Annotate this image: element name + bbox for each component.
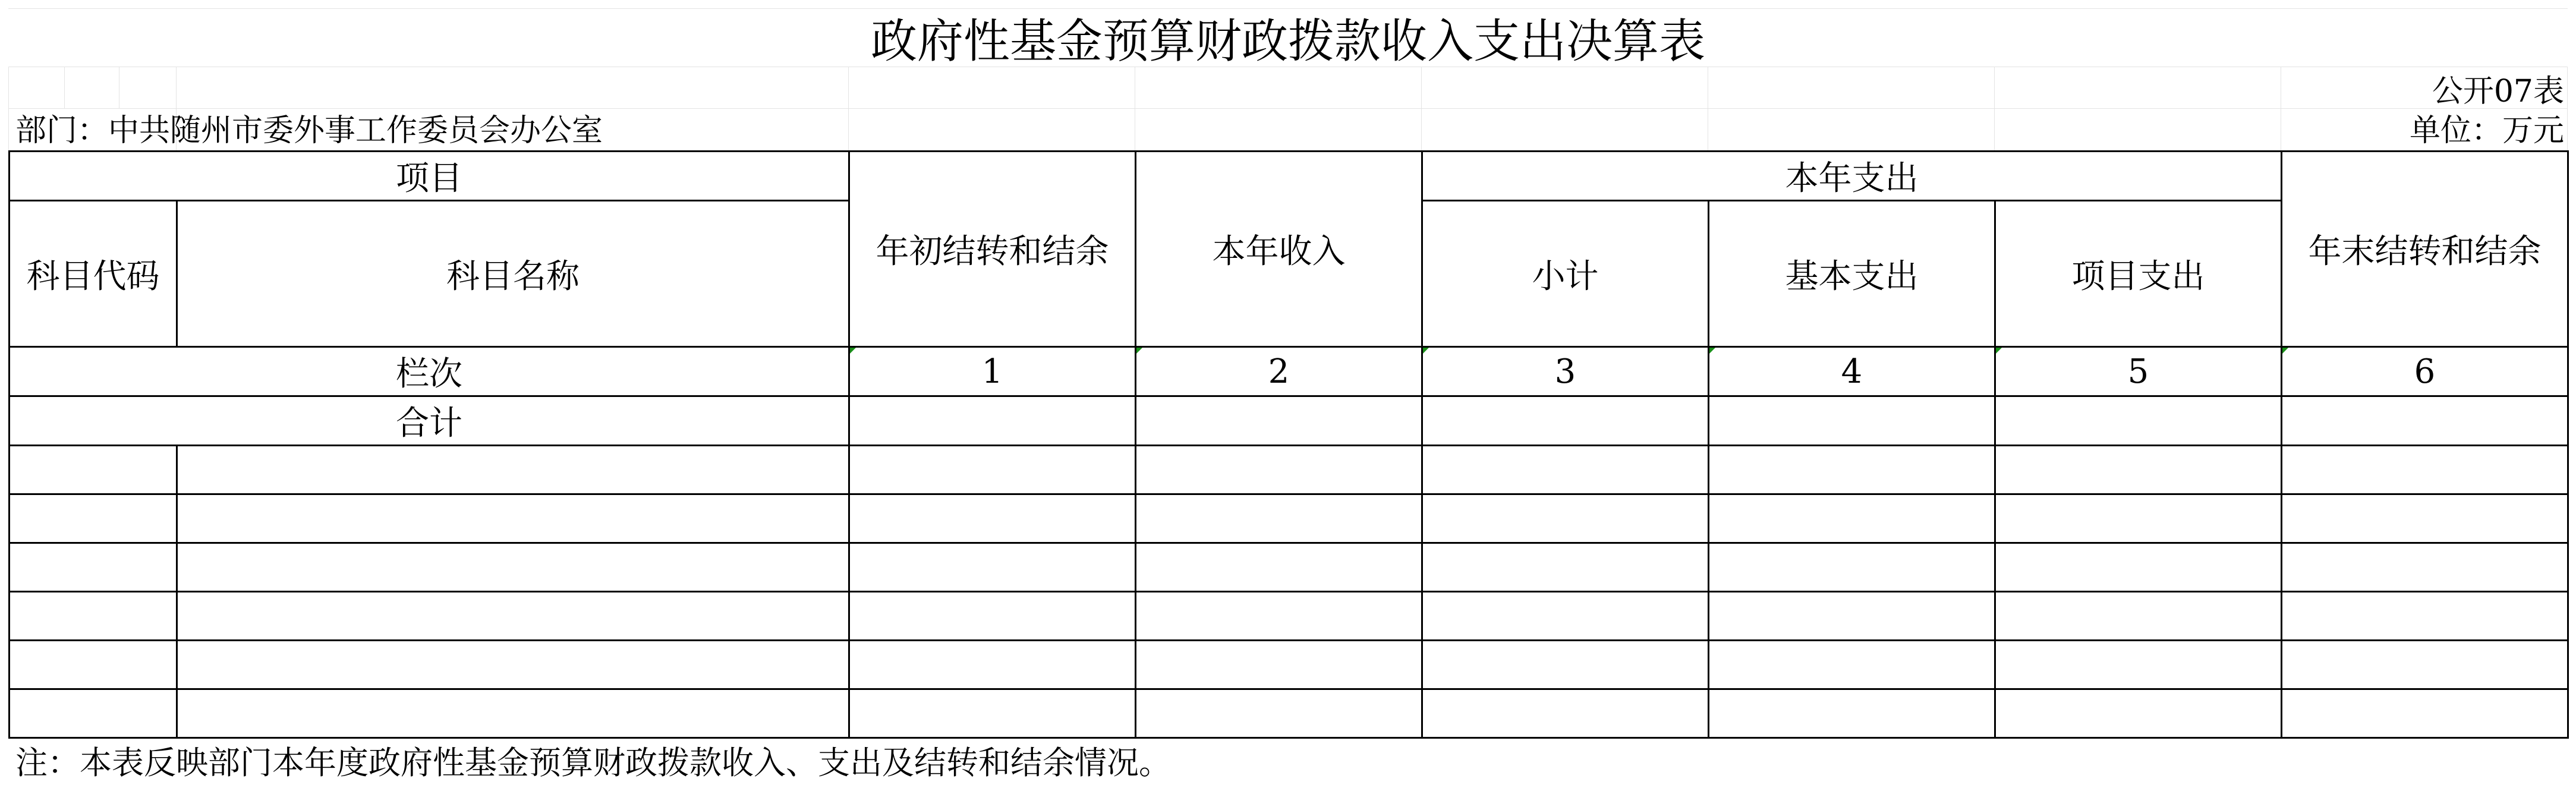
table-cell[interactable] <box>849 543 1136 592</box>
header-closing-balance: 年末结转和结余 <box>2282 152 2568 347</box>
table-row <box>10 689 2568 738</box>
total-row <box>10 396 2568 446</box>
sheet-gridline <box>848 67 849 150</box>
form-number: 公开07表 <box>2432 74 2564 109</box>
table-cell[interactable] <box>177 543 849 592</box>
column-number-cell[interactable]: 1 <box>849 347 1136 396</box>
table-cell[interactable] <box>10 689 177 738</box>
table-cell[interactable] <box>2282 494 2568 543</box>
table-cell[interactable] <box>849 641 1136 689</box>
table-cell[interactable] <box>1422 592 1709 641</box>
table-cell[interactable] <box>1995 446 2282 494</box>
table-cell[interactable] <box>1709 446 1995 494</box>
footnote: 注：本表反映部门本年度政府性基金预算财政拨款收入、支出及结转和结余情况。 <box>15 744 1171 781</box>
sheet-gridline <box>1994 67 1995 150</box>
table-cell[interactable] <box>177 494 849 543</box>
page-title: 政府性基金预算财政拨款收入支出决算表 <box>870 15 1705 68</box>
table-row <box>10 494 2568 543</box>
table-cell[interactable] <box>1995 592 2282 641</box>
column-number-row <box>10 347 2568 396</box>
table-cell[interactable] <box>1709 494 1995 543</box>
table-cell[interactable] <box>1709 689 1995 738</box>
column-number-cell[interactable]: 3 <box>1422 347 1709 396</box>
table-row <box>10 446 2568 494</box>
table-cell[interactable] <box>1136 543 1422 592</box>
table-cell[interactable] <box>1136 494 1422 543</box>
table-cell[interactable] <box>1995 396 2282 446</box>
table-cell[interactable] <box>1422 689 1709 738</box>
table-cell[interactable] <box>2282 641 2568 689</box>
table-cell[interactable] <box>10 446 177 494</box>
table-cell[interactable] <box>2282 396 2568 446</box>
table-cell[interactable] <box>849 396 1136 446</box>
table-cell[interactable] <box>849 689 1136 738</box>
table-cell[interactable] <box>1422 543 1709 592</box>
table-cell[interactable] <box>10 592 177 641</box>
table-cell[interactable] <box>2282 689 2568 738</box>
table-cell[interactable] <box>177 592 849 641</box>
table-cell[interactable] <box>849 592 1136 641</box>
table-cell[interactable] <box>2282 543 2568 592</box>
column-number-cell[interactable]: 5 <box>1995 347 2282 396</box>
table-cell[interactable] <box>1136 592 1422 641</box>
table-cell[interactable] <box>1136 446 1422 494</box>
table-cell[interactable] <box>1709 396 1995 446</box>
table-cell[interactable] <box>1995 543 2282 592</box>
table-row <box>10 592 2568 641</box>
table-cell[interactable] <box>1995 689 2282 738</box>
table-cell[interactable] <box>177 689 849 738</box>
table-cell[interactable] <box>1136 641 1422 689</box>
table-cell[interactable] <box>177 446 849 494</box>
header-opening-balance: 年初结转和结余 <box>849 152 1136 347</box>
table-cell[interactable] <box>1709 592 1995 641</box>
header-subject-name: 科目名称 <box>177 201 849 347</box>
table-cell[interactable] <box>1995 494 2282 543</box>
table-cell[interactable] <box>177 641 849 689</box>
table-cell[interactable] <box>849 446 1136 494</box>
sheet-gridline <box>1421 67 1422 150</box>
table-cell[interactable] <box>1422 641 1709 689</box>
table-cell[interactable] <box>2282 592 2568 641</box>
department-label: 部门：中共随州市委外事工作委员会办公室 <box>15 113 603 149</box>
table-cell[interactable] <box>1136 396 1422 446</box>
column-number-cell[interactable]: 6 <box>2282 347 2568 396</box>
table-cell[interactable] <box>1422 446 1709 494</box>
table-row <box>10 543 2568 592</box>
table-cell[interactable] <box>1422 396 1709 446</box>
table-cell[interactable] <box>10 543 177 592</box>
table-cell[interactable] <box>1136 689 1422 738</box>
header-project-expense: 项目支出 <box>1995 201 2282 347</box>
header-basic-expense: 基本支出 <box>1709 201 1995 347</box>
table-cell[interactable] <box>1422 494 1709 543</box>
sheet-gridline <box>8 67 9 150</box>
table-cell[interactable] <box>849 494 1136 543</box>
header-subject-code: 科目代码 <box>10 201 177 347</box>
sheet-gridline <box>8 108 2568 109</box>
table-cell[interactable] <box>1709 641 1995 689</box>
budget-table <box>8 150 2569 739</box>
sheet-gridline <box>2567 67 2568 150</box>
table-cell[interactable] <box>1709 543 1995 592</box>
column-number-cell[interactable]: 4 <box>1709 347 1995 396</box>
header-item: 项目 <box>10 152 849 201</box>
table-cell[interactable] <box>10 494 177 543</box>
table-row <box>10 641 2568 689</box>
header-current-expense: 本年支出 <box>1422 152 2282 201</box>
total-label: 合计 <box>10 396 849 446</box>
table-cell[interactable] <box>2282 446 2568 494</box>
header-current-income: 本年收入 <box>1136 152 1422 347</box>
table-cell[interactable] <box>10 641 177 689</box>
column-number-label: 栏次 <box>10 347 849 396</box>
table-cell[interactable] <box>1995 641 2282 689</box>
header-subtotal: 小计 <box>1422 201 1709 347</box>
column-number-cell[interactable]: 2 <box>1136 347 1422 396</box>
unit-label: 单位：万元 <box>2409 113 2564 149</box>
